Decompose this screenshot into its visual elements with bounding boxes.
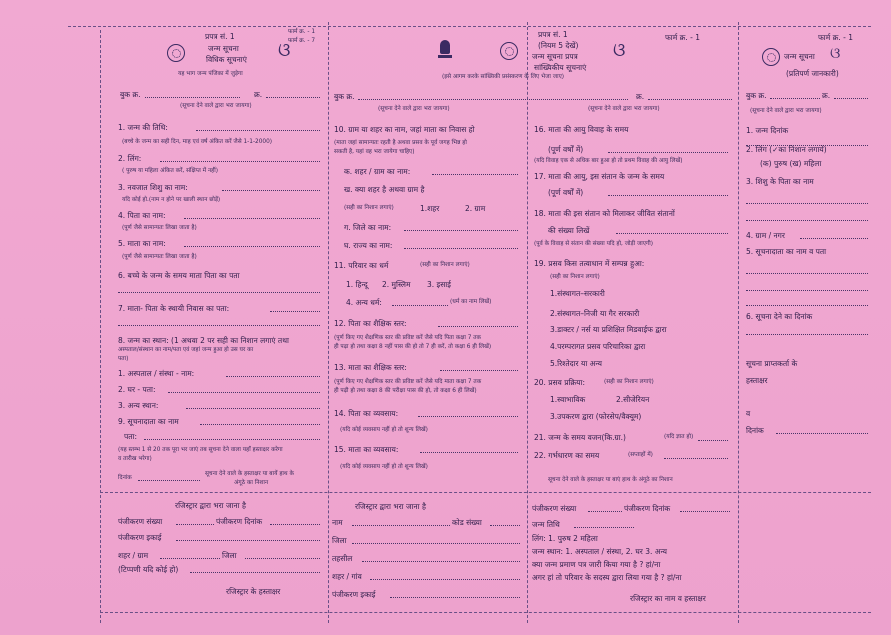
q13-note: (पूर्ण किए गए शैक्षणिक स्तर की प्रविष्ट करें जैसे यदि माता कक्षा 7 तक xyxy=(334,379,482,385)
serial-number-label: क्र. xyxy=(254,90,263,99)
q21-note: (यदि ज्ञात हो) xyxy=(664,434,694,440)
signature-instruction: (यह स्तम्भ 1 से 20 तक पूरा भर जाएं तब सूचना देने वाला यहाँ हस्ताक्षर करेगा xyxy=(118,447,283,453)
reg-date-label: पंजीकरण दिनांक xyxy=(216,517,263,526)
qc-district-field[interactable] xyxy=(404,223,518,231)
date-field[interactable] xyxy=(138,473,200,481)
q13-note-2: ही पढ़ी हो तथा कक्षा 8 की परीक्षा पास की हो, तो कक्षा 6 ही लिखें) xyxy=(334,388,477,394)
c4-birth-date-label: 1. जन्म दिनांक xyxy=(746,126,789,135)
c4-village-label: 4. ग्राम / नगर xyxy=(746,231,785,240)
c2-code-label: कोड संख्या xyxy=(452,518,482,527)
c3-reg-date-label: पंजीकरण दिनांक xyxy=(624,504,671,513)
c4-info-date-label: 6. सूचना देने का दिनांक xyxy=(746,312,813,321)
father-name-field[interactable] xyxy=(184,211,320,219)
q4-father-name-label: 4. पिता का नाम: xyxy=(118,211,166,220)
form-number-label: प्रपत्र सं. 1 xyxy=(205,32,235,41)
signature-label-2: अंगूठे का निशान xyxy=(234,480,269,486)
c4-book-label: बुक क्र. xyxy=(746,91,767,100)
qb-city-or-village-label: ख. क्या शहर है अथवा ग्राम है xyxy=(344,185,425,194)
q8-birth-place-label: 8. जन्म का स्थान: (1 अथवा 2 पर सही का निशान लगाएं तथा xyxy=(118,336,289,345)
birth-date-field[interactable] xyxy=(196,123,320,131)
mother-name-field[interactable] xyxy=(184,239,320,247)
c2-book-field[interactable] xyxy=(358,92,628,100)
book-number-label: बुक क्र. xyxy=(120,90,141,99)
q1-note: (बच्चे के जन्म का सही दिन, माह एवं वर्ष अंकित करें जैसे 1-1-2000) xyxy=(122,139,273,145)
c2-unit-field[interactable] xyxy=(390,590,520,598)
bottom-border xyxy=(100,612,871,613)
c2-code-field[interactable] xyxy=(490,518,520,526)
q18-field[interactable] xyxy=(616,226,728,234)
q8-hospital-label: 1. अस्पताल / संस्था - नाम: xyxy=(118,369,195,378)
q15-mother-occupation-label: 15. माता का व्यवसाय: xyxy=(334,445,399,454)
c3-reg-number-field[interactable] xyxy=(588,504,622,512)
column-divider xyxy=(328,22,329,623)
q20-note: (सही का निशान लगाएं) xyxy=(604,379,654,385)
column-divider xyxy=(527,22,528,623)
q12-father-education-label: 12. पिता का शैक्षिक स्तर: xyxy=(334,319,407,328)
reg-date-field[interactable] xyxy=(270,517,320,525)
registrar-divider xyxy=(100,492,871,493)
c2-filler-note: (सूचना देने वाले द्वारा भरा जायगा) xyxy=(378,106,450,112)
c4-and-label: व xyxy=(746,409,751,418)
district-label: जिला xyxy=(222,551,237,560)
c3-registrar-signature: रजिस्ट्रार का नाम व हस्ताक्षर xyxy=(630,594,706,603)
c4-receiver-label: सूचना प्राप्तकर्ता के xyxy=(746,359,798,368)
q11-religion-label: 11. परिवार का धर्म xyxy=(334,261,389,270)
q9-informant-label: 9. सूचनादाता का नाम xyxy=(118,417,179,426)
filler-note: (सूचना देने वाले द्वारा भरा जायगा) xyxy=(180,103,252,109)
column-divider xyxy=(738,22,739,623)
c3-filler-note: (सूचना देने वाले द्वारा भरा जायगा) xyxy=(588,106,660,112)
permanent-address-field-2[interactable] xyxy=(118,318,320,326)
q20-option-caesarean[interactable]: 2.सीजेरियन xyxy=(616,395,650,404)
q12-note-2: ही पढ़ा हो तथा कक्षा 8 नहीं पास की हो तो 7 ही करें, तो कक्षा 6 ही लिखें) xyxy=(334,344,492,350)
city-label: शहर / ग्राम xyxy=(118,551,149,560)
q14-father-occupation-label: 14. पिता का व्यवसाय: xyxy=(334,409,399,418)
q22-note: (सप्ताहों में) xyxy=(628,452,653,458)
c4-village-field[interactable] xyxy=(800,231,868,239)
q1-birth-date-label: 1. जन्म की तिथि: xyxy=(118,123,168,132)
q14-father-occupation-field[interactable] xyxy=(418,409,518,417)
c4-father-name-field-2[interactable] xyxy=(746,213,868,221)
c3-place-label: जन्म स्थान: 1. अस्पताल / संस्था, 2. घर 3. अन्य xyxy=(532,547,668,556)
q15-note: (यदि कोई व्यवसाय नहीं हो तो शून्य लिखें) xyxy=(340,464,428,470)
q2-gender-label: 2. लिंग: xyxy=(118,154,142,163)
qc-district-label: ग. जिले का नाम: xyxy=(344,223,392,232)
q16-note: (यदि विवाह एक से अधिक बार हुआ हो तो प्रथम विवाह की आयु लिखें) xyxy=(534,158,683,164)
permanent-address-field[interactable] xyxy=(270,304,320,312)
q3-child-name-label: 3. नवजात शिशु का नाम: xyxy=(118,183,188,192)
c4-swirl-logo-icon: ଓ xyxy=(830,44,841,62)
child-name-field[interactable] xyxy=(222,183,320,191)
q18-label: 18. माता की इस संतान को मिलाकर जीवित संतानों xyxy=(534,209,675,218)
c2-book-label: बुक क्र. xyxy=(334,92,355,101)
c4-date-label: दिनांक xyxy=(746,426,764,435)
registrar-heading: रजिस्ट्रार द्वारा भरा जाना है xyxy=(175,501,246,510)
state-emblem-icon xyxy=(500,42,518,60)
c3-family-question: अगर हां तो परिवार के सदस्य द्वारा लिया गया है ? हां/ना xyxy=(532,573,682,582)
q21-label: 21. जन्म के समय वजन(कि.ग्रा.) xyxy=(534,433,626,442)
reg-unit-field[interactable] xyxy=(176,533,320,541)
c2-subtitle: सांख्यिकीय सूचनाएं xyxy=(534,63,587,72)
q3-note: यदि कोई हो.(नाम न होने पर खाली स्थान छोड़ें) xyxy=(122,197,221,203)
q20-label: 20. प्रसव प्रक्रिया: xyxy=(534,378,585,387)
c2-title: जन्म सूचना प्रपत्र xyxy=(532,52,578,61)
c4-date-field[interactable] xyxy=(776,426,868,434)
q19-option-relative[interactable]: 5.रिश्तेदार या अन्य xyxy=(550,359,602,368)
remarks-label: (टिप्पणी यदि कोई हो) xyxy=(118,565,179,574)
c2-city-label: शहर / गांव xyxy=(332,572,362,581)
q13-mother-education-label: 13. माता का शैक्षिक स्तर: xyxy=(334,363,407,372)
q19-label: 19. प्रसव किस तत्वाधान में सम्पन्न हुआ: xyxy=(534,259,645,268)
reg-unit-label: पंजीकरण इकाई xyxy=(118,533,162,542)
q6-parents-address-label: 6. बच्चे के जन्म के समय माता पिता का पता xyxy=(118,271,240,280)
reg-number-label: पंजीकरण संख्या xyxy=(118,517,163,526)
q17-field[interactable] xyxy=(608,188,728,196)
q11-option-hindu[interactable]: 1. हिन्दू xyxy=(346,280,368,289)
c2-name-label: नाम xyxy=(332,518,343,527)
remarks-field[interactable] xyxy=(190,565,320,573)
swirl-logo-icon: ଓ xyxy=(278,40,291,61)
signature-label: सूचना देने वाले के हस्ताक्षर या बायें हाथ के xyxy=(205,471,294,477)
informant-name-field[interactable] xyxy=(200,417,320,425)
c4-form-label: फार्म क्र. - 1 xyxy=(818,33,853,42)
c3-reg-number-label: पंजीकरण संख्या xyxy=(532,504,577,513)
c4-father-name-field[interactable] xyxy=(746,196,868,204)
q17-label: 17. माता की आयु, इस संतान के जन्म के समय xyxy=(534,172,665,181)
qd-state-label: घ. राज्य का नाम: xyxy=(344,241,393,250)
q11-option-muslim[interactable]: 2. मुस्लिम xyxy=(382,280,411,289)
emblem-icon xyxy=(167,44,185,62)
q8-note: अस्पताल/संस्थान का नाम/पता एवं जहां जन्म हुआ हो उस घर का xyxy=(118,347,254,353)
q20-option-instrument[interactable]: 3.उपकरण द्वारा (फोरसेप/वैक्यूम) xyxy=(550,412,642,421)
home-address-field[interactable] xyxy=(168,385,320,393)
date-label: दिनांक xyxy=(118,475,132,481)
q16-field[interactable] xyxy=(608,145,728,153)
gender-field[interactable] xyxy=(160,154,320,162)
q9-address-label: पता: xyxy=(124,432,138,441)
c2-swirl-logo-icon: ଓ xyxy=(613,40,626,61)
q8-note-2: पता) xyxy=(118,356,129,362)
registrar-signature-label: रजिस्ट्रार के हस्ताक्षर xyxy=(226,587,281,596)
informant-address-field[interactable] xyxy=(144,432,320,440)
c2-form-label: फार्म क्र. - 1 xyxy=(665,33,700,42)
c3-birth-date-field[interactable] xyxy=(574,520,634,528)
c2-tehsil-field[interactable] xyxy=(362,554,520,562)
c4-informant-field[interactable] xyxy=(746,266,868,274)
c3-certificate-question: क्या जन्म प्रमाण पत्र जारी किया गया है ? हां/ना xyxy=(532,560,661,569)
qa-city-field[interactable] xyxy=(432,167,518,175)
q19-option-doctor[interactable]: 3.डाक्टर / नर्स या प्रशिक्षित मिडवाईफ द्वारा xyxy=(550,325,667,334)
c2-serial-label: क्र. xyxy=(636,92,645,101)
q22-field[interactable] xyxy=(664,451,728,459)
q12-father-education-field[interactable] xyxy=(438,319,518,327)
qa-city-label: क. शहर / ग्राम का नाम: xyxy=(344,167,411,176)
qd-state-field[interactable] xyxy=(404,241,518,249)
q10-note: (माता जहां सामान्यतः रहती है अथवा प्रसव के पूर्व जगह भिन्न हो xyxy=(334,140,467,146)
q11-option-other: 4. अन्य धर्म: xyxy=(346,298,382,307)
c4-serial-field[interactable] xyxy=(834,91,868,99)
c4-title: जन्म सूचना xyxy=(784,52,815,61)
c4-filler-note: (सूचना देने वाले द्वारा भरा जायगा) xyxy=(750,108,822,114)
hospital-field[interactable] xyxy=(226,369,320,377)
left-border xyxy=(100,30,101,623)
c4-informant-label: 5. सूचनादाता का नाम व पता xyxy=(746,247,827,256)
q19-note: (सही का निशान लगाएं) xyxy=(550,274,600,280)
q7-permanent-address-label: 7. माता- पिता के स्थायी निवास का पता: xyxy=(118,304,230,313)
form-title: जन्म सूचना xyxy=(208,44,239,53)
q4-note: (पूर्ण जैसे सामान्यतः लिखा जाता है) xyxy=(122,225,197,231)
q16-years: (पूर्ण वर्षों में) xyxy=(548,145,584,154)
form-note: यह भाग जन्म पंजिका में जुड़ेगा xyxy=(178,71,243,77)
q17-years: (पूर्ण वर्षों में) xyxy=(548,188,584,197)
qb-note: (सही का निशान लगाएं) xyxy=(344,205,394,211)
c2-district-field[interactable] xyxy=(352,536,520,544)
c4-father-name-label: 3. शिशु के पिता का नाम xyxy=(746,177,814,186)
c2-note: (इसे आगम करके सांख्यिकी प्रसंस्करण के लिए भेजा जाए) xyxy=(442,74,565,80)
q22-label: 22. गर्भधारण का समय xyxy=(534,451,600,460)
q16-label: 16. माता की आयु विवाह के समय xyxy=(534,125,629,134)
q11-other-note: (धर्म का नाम लिखें) xyxy=(450,299,492,305)
c4-informant-field-3[interactable] xyxy=(746,298,868,306)
q2-note: ( पुरुष या महिला अंकित करें, संक्षिप्त में नहीं) xyxy=(122,168,218,174)
top-border xyxy=(68,26,871,27)
c4-book-field[interactable] xyxy=(770,91,820,99)
q12-note: (पूर्ण किए गए शैक्षणिक स्तर की प्रविष्ट करें जैसे यदि पिता कक्षा 7 तक xyxy=(334,335,482,341)
q19-option-traditional[interactable]: 4.परम्परागत प्रसव परिचारिका द्वारा xyxy=(550,342,646,351)
c4-receiver-signature: हस्ताक्षर xyxy=(746,376,768,385)
c4-gender-options[interactable]: (क) पुरुष (ख) महिला xyxy=(760,159,822,168)
form-subtitle: विधिक सूचनाएं xyxy=(206,55,247,64)
c2-name-field[interactable] xyxy=(352,518,450,526)
q11-note: (सही का निशान लगाएं) xyxy=(420,262,470,268)
c2-serial-field[interactable] xyxy=(648,92,732,100)
book-number-field[interactable] xyxy=(145,90,240,98)
c4-gender-label: 2. लिंग (✓का निशान लगायें) xyxy=(746,145,827,154)
c2-district-label: जिला xyxy=(332,536,347,545)
c2-unit-label: पंजीकरण इकाई xyxy=(332,590,376,599)
q19-option-govt[interactable]: 1.संस्थागत–सरकारी xyxy=(550,289,605,298)
reg-number-field[interactable] xyxy=(176,517,214,525)
qb-option-city[interactable]: 1.शहर xyxy=(420,204,440,213)
c4-emblem-icon xyxy=(762,48,780,66)
q11-option-christian[interactable]: 3. इसाई xyxy=(427,280,451,289)
ashoka-emblem-icon xyxy=(438,40,452,62)
c3-gender-label: लिंग: 1. पुरुष 2 महिला xyxy=(532,534,598,543)
c2-city-field[interactable] xyxy=(370,572,520,580)
c2-form-number: प्रपत्र सं. 1 xyxy=(538,30,568,39)
q10-label: 10. ग्राम या शहर का नाम, जहां माता का निवास हो xyxy=(334,125,475,134)
serial-number-field[interactable] xyxy=(266,90,320,98)
qb-option-village[interactable]: 2. ग्राम xyxy=(465,204,486,213)
q10-note-2: सकती है, यहां वह भरा जायेगा चाहिए) xyxy=(334,149,415,155)
q5-mother-name-label: 5. माता का नाम: xyxy=(118,239,166,248)
c3-birth-date-label: जन्म तिथि xyxy=(532,520,560,529)
q13-mother-education-field[interactable] xyxy=(440,363,518,371)
c4-informant-field-2[interactable] xyxy=(746,283,868,291)
q19-option-private[interactable]: 2.संस्थागत–निजी या गैर सरकारी xyxy=(550,309,640,318)
c3-signature-label: सूचना देने वाले के हस्ताक्षर या बाएं हाथ के अंगूठे का निशान xyxy=(548,477,673,483)
form-number-1: फार्म क्र. - 1 xyxy=(288,29,316,35)
q11-other-field[interactable] xyxy=(392,298,448,306)
c4-subtitle: (प्रतिपर्ण जानकारी) xyxy=(786,69,839,78)
q14-note: (यदि कोई व्यवसाय नहीं हो तो शून्य लिखें) xyxy=(340,427,428,433)
q21-field[interactable] xyxy=(698,433,728,441)
district-field[interactable] xyxy=(245,551,320,559)
q8-home-label: 2. घर - पता: xyxy=(118,385,156,394)
q20-option-natural[interactable]: 1.स्वाभाविक xyxy=(550,395,586,404)
c2-registrar-heading: रजिस्ट्रार द्वारा भरा जाना है xyxy=(355,502,426,511)
c2-tehsil-label: तहसील xyxy=(332,554,353,563)
q15-mother-occupation-field[interactable] xyxy=(420,445,518,453)
c4-serial-label: क्र. xyxy=(822,91,831,100)
q18-count: की संख्या लिखें xyxy=(548,226,590,235)
c2-rule: (नियम 5 देखें) xyxy=(538,41,579,50)
parents-address-field[interactable] xyxy=(118,285,320,293)
q8-other-label: 3. अन्य स्थान: xyxy=(118,401,159,410)
other-place-field[interactable] xyxy=(186,401,320,409)
form-number-2: फार्म क्र. - 7 xyxy=(288,38,316,44)
q18-note: (पूर्व के विवाह से संतान की संख्या यदि हो, जोड़ी जाएगी) xyxy=(534,241,653,247)
city-field[interactable] xyxy=(160,551,220,559)
signature-instruction-2: व तारीख भरेगा) xyxy=(118,456,152,462)
c3-reg-date-field[interactable] xyxy=(680,504,730,512)
q5-note: (पूर्ण जैसे सामान्यतः लिखा जाता है) xyxy=(122,254,197,260)
c4-info-date-field[interactable] xyxy=(746,327,868,335)
